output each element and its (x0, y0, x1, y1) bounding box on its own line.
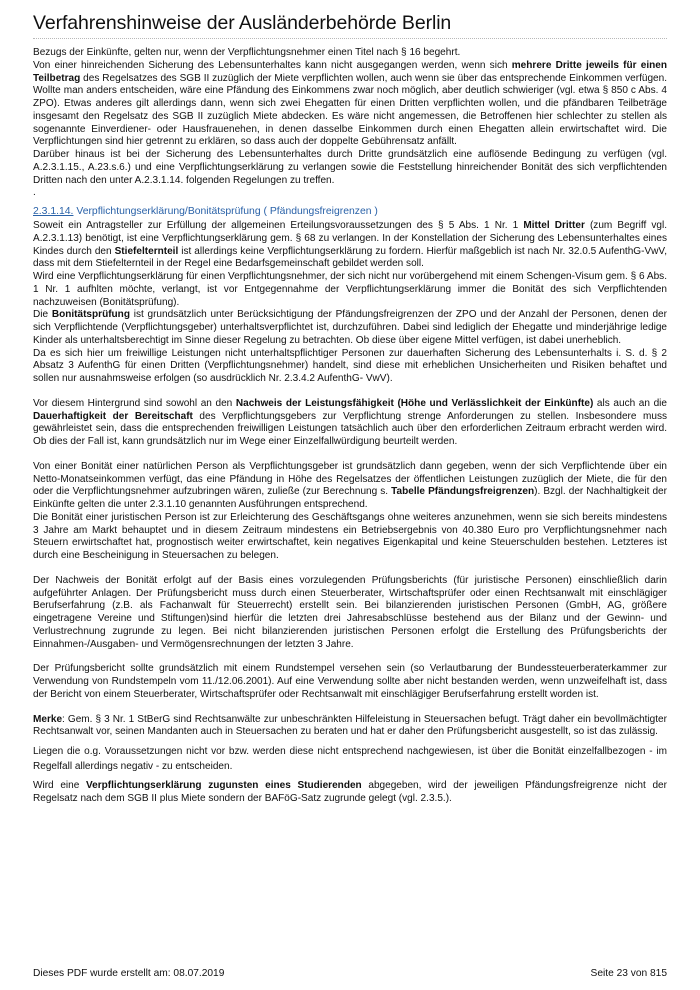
text: Der Prüfungsbericht sollte grundsätzlich mit einem Rundstempel versehen sein (so Verlautbarung der Bundessteuerberaterkammer zur Verwendung von Rundstempeln vom 11./12.06.2001). Auf eine Verwendung sollte aber nicht bestanden werden, wenn unzweifelhaft ist, dass der Bericht von einem Steuerberater, Wirtschaftsprüfer oder Rechtsanwalt mit einschlägiger Berufserfahrung erstellt worden ist. (33, 663, 667, 700)
text: : Gem. § 3 Nr. 1 StBerG sind Rechtsanwälte zur unbeschränkten Hilfeleistung in Steuersachen befugt. Trägt daher ein bevollmächtigter Rechtsanwalt vor, seinen Mandanten auch in Steuersachen zu beraten und hat er daher den Prüfungsbericht ausgestellt, so ist das zulässig. (33, 713, 667, 738)
text: ) (371, 206, 378, 217)
text: . (33, 187, 36, 199)
text: des Regelsatzes des SGB II zuzüglich der Miete verpflichten wollen, auch wenn sie über das entsprechende Einkommen verfügen. Wollte man anders entscheiden, wäre eine Pfändung des Einkommens zwar noch möglich, aber deutlich schwieriger (vgl. etwa § 850 c Abs. 4 ZPO). Etwas anderes gilt allerdings dann, wenn sich zwei Ehegatten für einen Dritten verpflichten wollen, und die pfändbaren Teilbeträge insgesamt den Regelsatz des SGB II zuzüglich Miete abdecken. Es wäre nicht angemessen, die Betroffenen hier schlechter zu stellen als sogenannte Einverdiener- oder Hausfrauenehen, in denen dasselbe Einkommen durch einen Ehegatten allein erwirtschaftet wird. Die Verpflichtungen sind hier getrennt zu erklären, so dass auch der doppelte Gebührensatz anfällt. (33, 72, 667, 148)
paragraph-3 (33, 398, 667, 449)
text: abgegeben, wird der jeweiligen Pfändungsfreigrenze nicht der Regelsatz nach dem SGB II plus Miete sondern der BAFöG-Satz zugrunde gelegt (vgl. 2.3.5.). (33, 780, 667, 804)
text: Von einer hinreichenden Sicherung des Lebensunterhaltes kann nicht ausgegangen werden, wenn sich (33, 59, 512, 71)
text: Bezugs der Einkünfte, gelten nur, wenn der Verpflichtungsnehmer einen Titel nach § 16 begehrt. (33, 47, 461, 58)
text: ist grundsätzlich unter Berücksichtigung der Pfändungsfreigrenzen der ZPO und der Anzahl der Personen, denen der sich Verpflichtende (Verpflichtungsgeber) unterhaltsverpflichtet ist, durchzuführen. Dabei sind lediglich der Ehegatte und minderjährige ledige Kinder als unterhaltsberechtigt im Sinne dieser Regelung zu betrachten. Ob diese über eigene Mittel verfügen, ist dabei unerheblich. (33, 309, 667, 346)
paragraph-2 (33, 220, 667, 386)
text: Soweit ein Antragsteller zur Erfüllung der allgemeinen Erteilungsvoraussetzungen des § 5 Abs. 1 Nr. 1 (33, 220, 524, 231)
section-number-link[interactable]: 2.3.1.14. (33, 206, 74, 217)
paragraph-6 (33, 663, 667, 701)
paragraph-1 (33, 47, 667, 200)
bold-text: Tabelle Pfändungsfreigrenzen (391, 486, 535, 498)
text: Da es sich hier um freiwillige Leistungen nicht unterhaltspflichtiger Personen zur dauerhaften Sicherung des Lebensunterhalts i. S. d. § 2 Absatz 3 AufenthG für einen Dritten (Verpflichtungsnehmer) handelt, sind diese mit erheblichen Unsicherheiten und Risiken behaftet und sollen nur ausnahmsweise erfolgen (so ausdrücklich Nr. 2.3.4.2 AufenthG- VwV). (33, 347, 667, 384)
page-footer (33, 968, 667, 979)
bold-text: Bonitätsprüfung (51, 309, 130, 321)
text: ). Bzgl. der Nachhaltigkeit der Einkünfte gelten die unter 2.3.1.10 genannten Ausführungen entsprechend. (33, 486, 667, 510)
paragraph-7 (33, 714, 667, 740)
text: Die Bonität einer juristischen Person ist zur Erleichterung des Geschäftsgangs ohne weiteres anzunehmen, wenn sie sich bereits mindestens 3 Jahre am Markt behauptet und in diesem Zeitraum mindestens ein Betriebsergebnis von 40.380 Euro pro Verpflichtungsnehmer nach Steuern erwirtschaftet hat, prognostisch weiter erwirtschaftet, kein negatives Eigenkapital und keine Steuerschulden bestehen. Letzteres ist durch eine Bescheinigung in Steuersachen zu belegen. (33, 511, 667, 561)
bold-text: Verpflichtungserklärung zugunsten eines Studierenden (85, 780, 362, 791)
text: ist allerdings keine Verpflichtungserklärung zu fordern. Hierfür maßgeblich ist nach Nr. 32.0.5 AufenthG-VwV, dass mit dem Stiefelternteil in der Regel eine Bedarfsgemeinschaft gebildet werden soll. (33, 245, 667, 270)
bold-text: mehrere Dritte jeweils für einen Teilbetrag (33, 59, 667, 84)
section-title: Verpflichtungserklärung/Bonitätsprüfung ( (73, 206, 270, 217)
paragraph-5 (33, 575, 667, 652)
paragraph-4 (33, 461, 667, 563)
bold-text: Nachweis der Leistungsfähigkeit (Höhe und Verlässlichkeit der Einkünfte) (235, 397, 594, 409)
document-body (33, 47, 667, 806)
text: Wird eine Verpflichtungserklärung für einen Verpflichtungsnehmer, der sich nicht nur vorübergehend mit einem Schengen-Visum gem. § 6 Abs. 1 Nr. 1 aufhlten möchte, verlangt, ist vor Entgegennahme der Verpflichtungserklärung immer die Bonität des sich Verpflichtenden nachzuweisen (Bonitätsprüfung). (33, 271, 667, 308)
bold-text: Mittel Dritter (523, 220, 585, 231)
text: Liegen die o.g. Voraussetzungen nicht vor bzw. werden diese nicht entsprechend nachgewiesen, ist über die Bonität einzelfallbezogen - im Regelfall allerdings negativ - zu entscheiden. (33, 746, 667, 772)
text: Von einer Bonität einer natürlichen Person als Verpflichtungsgeber ist grundsätzlich dann gegeben, wenn der sich Verpflichtende über ein Netto-Monatseinkommen verfügt, das eine Pfändung in Höhe des Regelsatzes der öffentlichen Leistungen zuzüglich der Miete, die für den oder die Verpflichtungsnehmer aufzubringen wären, zuließe (zur Berechnung s. (33, 460, 667, 498)
pfaendungsfreigrenzen-link[interactable]: Pfändungsfreigrenzen (269, 206, 372, 217)
bold-text: Stiefelternteil (114, 245, 179, 257)
paragraph-9 (33, 780, 667, 806)
bold-text: Dauerhaftigkeit der Bereitschaft (33, 410, 193, 422)
title-divider (33, 38, 667, 39)
created-date: Dieses PDF wurde erstellt am: 08.07.2019 (33, 968, 225, 979)
text: Wird eine (33, 780, 86, 791)
text: Die (33, 309, 52, 321)
page-title: Verfahrenshinweise der Ausländerbehörde Berlin (33, 12, 452, 34)
bold-text: Merke (33, 713, 63, 725)
text: Darüber hinaus ist bei der Sicherung des Lebensunterhaltes durch Dritte grundsätzlich eine auflösende Bedingung zu verfügen (vgl. A.2.3.1.15., A.23.s.6.) und eine Verpflichtungserklärung zu verlangen sowie die Feststellung hinreichender Bonität des sich verpflichtenden Dritten nach den unter A.2.3.1.14. folgenden Regelungen zu treffen. (33, 149, 667, 186)
document-page (33, 0, 667, 806)
text: als auch an die (593, 397, 667, 409)
text: (zum Begriff vgl. A.2.3.1.13) benötigt, ist eine Verpflichtungserklärung gem. § 68 zu verlangen. In der Konstellation der Sicherung des Lebensunterhaltes eines Kindes durch den (33, 220, 667, 257)
section-heading (33, 205, 667, 218)
text: Der Nachweis der Bonität erfolgt auf der Basis eines vorzulegenden Prüfungsberichts (für juristische Personen) einschließlich darin aufgeführter Anlagen. Der Prüfungsbericht muss durch einen Steuerberater, Wirtschaftsprüfer oder einen Rechtsanwalt mit einschlägiger Berufserfahrung (z.B. als Fachanwalt für Steuerrecht) erstellt sein. Bei bilanzierenden juristischen Personen (GmbH, AG, größere eingetragene Vereine und Stiftungen)sind hierfür die letzten drei Jahresabschlüsse bestehend aus der Bilanz und der Gewinn- und Verlustrechnung zugrunde zu legen. Bei nicht bilanzierenden juristischen Personen erfolgt die Erstellung des Prüfungsberichts der Einnahmen-/Ausgaben- und Vermögensrechnungen der letzten 3 Jahre. (33, 574, 667, 650)
page-number: Seite 23 von 815 (590, 968, 667, 979)
paragraph-8 (33, 745, 667, 774)
text: Vor diesem Hintergrund sind sowohl an den (33, 397, 236, 409)
text: des Verpflichtungsgebers zur Verpflichtung strenge Anforderungen zu stellen. Insbesondere muss gewährleistet sein, dass die entsprechenden freiwilligen Leistungen tatsächlich auch über den erforderlichen Zeitraum erbracht werden wird. Ob dies der Fall ist, kann grundsätzlich nur im Wege einer Einzelfallwürdigung beurteilt werden. (33, 410, 668, 447)
